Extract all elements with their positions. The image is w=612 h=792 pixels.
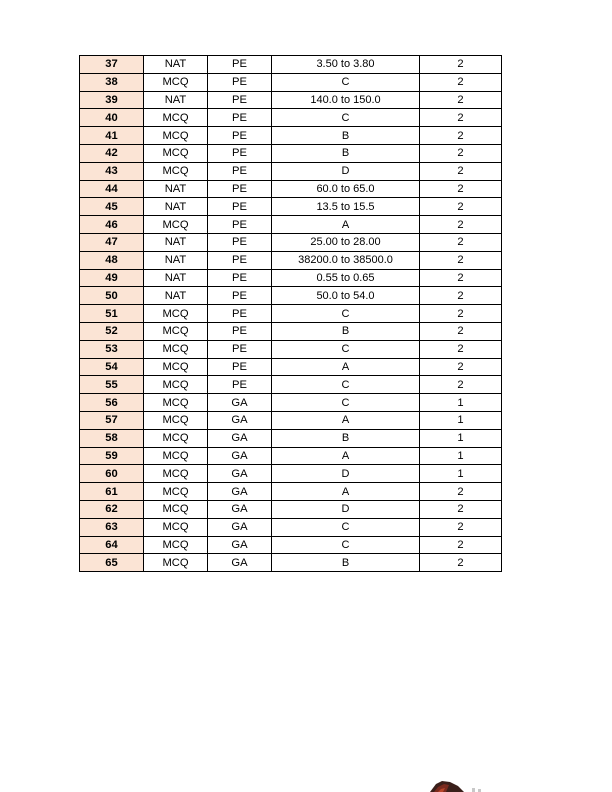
marks-cell: 2: [420, 73, 502, 91]
section-cell: PE: [208, 91, 272, 109]
table-row: [80, 251, 502, 269]
answer-key-body: [80, 56, 502, 572]
marks-cell: 2: [420, 269, 502, 287]
answer-key-cell: 140.0 to 150.0: [272, 91, 420, 109]
marks-cell: 1: [420, 429, 502, 447]
section-cell: PE: [208, 162, 272, 180]
table-row: [80, 269, 502, 287]
question-number-cell: 38: [80, 73, 144, 91]
answer-key-cell: B: [272, 322, 420, 340]
corner-logo-icon: [428, 772, 488, 792]
table-row: [80, 429, 502, 447]
section-cell: PE: [208, 322, 272, 340]
marks-cell: 2: [420, 109, 502, 127]
question-type-cell: NAT: [144, 251, 208, 269]
table-row: [80, 518, 502, 536]
answer-key-cell: A: [272, 216, 420, 234]
question-number-cell: 40: [80, 109, 144, 127]
marks-cell: 2: [420, 216, 502, 234]
answer-key-cell: 25.00 to 28.00: [272, 233, 420, 251]
answer-key-cell: B: [272, 144, 420, 162]
table-row: [80, 198, 502, 216]
answer-key-cell: 50.0 to 54.0: [272, 287, 420, 305]
section-cell: PE: [208, 251, 272, 269]
question-type-cell: MCQ: [144, 447, 208, 465]
question-number-cell: 62: [80, 500, 144, 518]
marks-cell: 2: [420, 56, 502, 74]
question-type-cell: NAT: [144, 198, 208, 216]
question-number-cell: 52: [80, 322, 144, 340]
question-type-cell: MCQ: [144, 483, 208, 501]
marks-cell: 2: [420, 127, 502, 145]
answer-key-cell: D: [272, 162, 420, 180]
marks-cell: 2: [420, 340, 502, 358]
section-cell: PE: [208, 340, 272, 358]
marks-cell: 2: [420, 483, 502, 501]
marks-cell: 2: [420, 554, 502, 572]
section-cell: GA: [208, 411, 272, 429]
section-cell: PE: [208, 198, 272, 216]
section-cell: GA: [208, 447, 272, 465]
table-row: [80, 109, 502, 127]
question-number-cell: 41: [80, 127, 144, 145]
table-row: [80, 465, 502, 483]
section-cell: PE: [208, 287, 272, 305]
question-type-cell: MCQ: [144, 465, 208, 483]
question-type-cell: MCQ: [144, 411, 208, 429]
table-row: [80, 216, 502, 234]
section-cell: PE: [208, 73, 272, 91]
answer-key-cell: 60.0 to 65.0: [272, 180, 420, 198]
table-row: [80, 56, 502, 74]
table-row: [80, 305, 502, 323]
question-type-cell: MCQ: [144, 340, 208, 358]
table-row: [80, 144, 502, 162]
answer-key-cell: C: [272, 376, 420, 394]
answer-key-cell: C: [272, 109, 420, 127]
question-number-cell: 56: [80, 394, 144, 412]
table-row: [80, 73, 502, 91]
question-number-cell: 65: [80, 554, 144, 572]
question-number-cell: 43: [80, 162, 144, 180]
marks-cell: 2: [420, 180, 502, 198]
table-row: [80, 287, 502, 305]
question-type-cell: MCQ: [144, 376, 208, 394]
marks-cell: 2: [420, 305, 502, 323]
section-cell: GA: [208, 536, 272, 554]
table-row: [80, 180, 502, 198]
question-number-cell: 45: [80, 198, 144, 216]
section-cell: GA: [208, 465, 272, 483]
answer-key-cell: A: [272, 411, 420, 429]
section-cell: PE: [208, 180, 272, 198]
table-row: [80, 162, 502, 180]
marks-cell: 1: [420, 411, 502, 429]
section-cell: PE: [208, 56, 272, 74]
answer-key-cell: C: [272, 394, 420, 412]
marks-cell: 2: [420, 198, 502, 216]
section-cell: GA: [208, 429, 272, 447]
question-number-cell: 55: [80, 376, 144, 394]
marks-cell: 2: [420, 518, 502, 536]
question-number-cell: 53: [80, 340, 144, 358]
question-number-cell: 64: [80, 536, 144, 554]
question-type-cell: MCQ: [144, 162, 208, 180]
question-type-cell: MCQ: [144, 554, 208, 572]
answer-key-table: [79, 55, 502, 572]
marks-cell: 2: [420, 358, 502, 376]
answer-key-cell: B: [272, 554, 420, 572]
answer-key-cell: B: [272, 127, 420, 145]
question-number-cell: 39: [80, 91, 144, 109]
table-row: [80, 536, 502, 554]
answer-key-cell: 0.55 to 0.65: [272, 269, 420, 287]
question-type-cell: MCQ: [144, 394, 208, 412]
question-number-cell: 63: [80, 518, 144, 536]
question-type-cell: MCQ: [144, 216, 208, 234]
table-row: [80, 376, 502, 394]
marks-cell: 2: [420, 91, 502, 109]
answer-key-cell: B: [272, 429, 420, 447]
answer-key-cell: A: [272, 447, 420, 465]
section-cell: GA: [208, 554, 272, 572]
marks-cell: 2: [420, 162, 502, 180]
question-type-cell: NAT: [144, 269, 208, 287]
marks-cell: 2: [420, 536, 502, 554]
question-type-cell: MCQ: [144, 144, 208, 162]
question-number-cell: 47: [80, 233, 144, 251]
question-type-cell: MCQ: [144, 73, 208, 91]
table-row: [80, 394, 502, 412]
section-cell: PE: [208, 358, 272, 376]
question-type-cell: NAT: [144, 56, 208, 74]
question-type-cell: MCQ: [144, 500, 208, 518]
table-row: [80, 233, 502, 251]
question-type-cell: MCQ: [144, 358, 208, 376]
answer-key-cell: 38200.0 to 38500.0: [272, 251, 420, 269]
section-cell: GA: [208, 518, 272, 536]
table-row: [80, 322, 502, 340]
marks-cell: 1: [420, 394, 502, 412]
question-type-cell: MCQ: [144, 109, 208, 127]
question-number-cell: 42: [80, 144, 144, 162]
question-type-cell: MCQ: [144, 429, 208, 447]
marks-cell: 2: [420, 500, 502, 518]
question-number-cell: 48: [80, 251, 144, 269]
section-cell: PE: [208, 269, 272, 287]
marks-cell: 1: [420, 465, 502, 483]
marks-cell: 2: [420, 322, 502, 340]
question-type-cell: NAT: [144, 91, 208, 109]
section-cell: PE: [208, 127, 272, 145]
question-type-cell: NAT: [144, 233, 208, 251]
table-row: [80, 554, 502, 572]
question-type-cell: MCQ: [144, 305, 208, 323]
table-row: [80, 447, 502, 465]
table-row: [80, 500, 502, 518]
question-type-cell: MCQ: [144, 518, 208, 536]
answer-key-cell: C: [272, 305, 420, 323]
answer-key-cell: C: [272, 536, 420, 554]
table-row: [80, 411, 502, 429]
marks-cell: 2: [420, 233, 502, 251]
section-cell: GA: [208, 500, 272, 518]
section-cell: PE: [208, 144, 272, 162]
table-row: [80, 91, 502, 109]
question-number-cell: 51: [80, 305, 144, 323]
question-number-cell: 49: [80, 269, 144, 287]
table-row: [80, 340, 502, 358]
table-row: [80, 483, 502, 501]
marks-cell: 2: [420, 144, 502, 162]
question-number-cell: 46: [80, 216, 144, 234]
question-type-cell: MCQ: [144, 127, 208, 145]
section-cell: PE: [208, 216, 272, 234]
question-number-cell: 59: [80, 447, 144, 465]
section-cell: PE: [208, 376, 272, 394]
question-number-cell: 61: [80, 483, 144, 501]
section-cell: PE: [208, 109, 272, 127]
answer-key-cell: 3.50 to 3.80: [272, 56, 420, 74]
question-type-cell: NAT: [144, 180, 208, 198]
marks-cell: 2: [420, 287, 502, 305]
answer-key-cell: C: [272, 340, 420, 358]
question-number-cell: 57: [80, 411, 144, 429]
marks-cell: 1: [420, 447, 502, 465]
answer-key-cell: A: [272, 483, 420, 501]
question-number-cell: 37: [80, 56, 144, 74]
section-cell: GA: [208, 394, 272, 412]
table-row: [80, 358, 502, 376]
answer-key-cell: D: [272, 465, 420, 483]
question-number-cell: 58: [80, 429, 144, 447]
section-cell: GA: [208, 483, 272, 501]
question-number-cell: 50: [80, 287, 144, 305]
answer-key-cell: C: [272, 518, 420, 536]
table-row: [80, 127, 502, 145]
question-number-cell: 60: [80, 465, 144, 483]
answer-key-cell: D: [272, 500, 420, 518]
question-type-cell: NAT: [144, 287, 208, 305]
question-number-cell: 54: [80, 358, 144, 376]
answer-key-cell: A: [272, 358, 420, 376]
answer-key-cell: C: [272, 73, 420, 91]
marks-cell: 2: [420, 376, 502, 394]
question-type-cell: MCQ: [144, 536, 208, 554]
section-cell: PE: [208, 233, 272, 251]
section-cell: PE: [208, 305, 272, 323]
question-number-cell: 44: [80, 180, 144, 198]
answer-key-cell: 13.5 to 15.5: [272, 198, 420, 216]
question-type-cell: MCQ: [144, 322, 208, 340]
marks-cell: 2: [420, 251, 502, 269]
